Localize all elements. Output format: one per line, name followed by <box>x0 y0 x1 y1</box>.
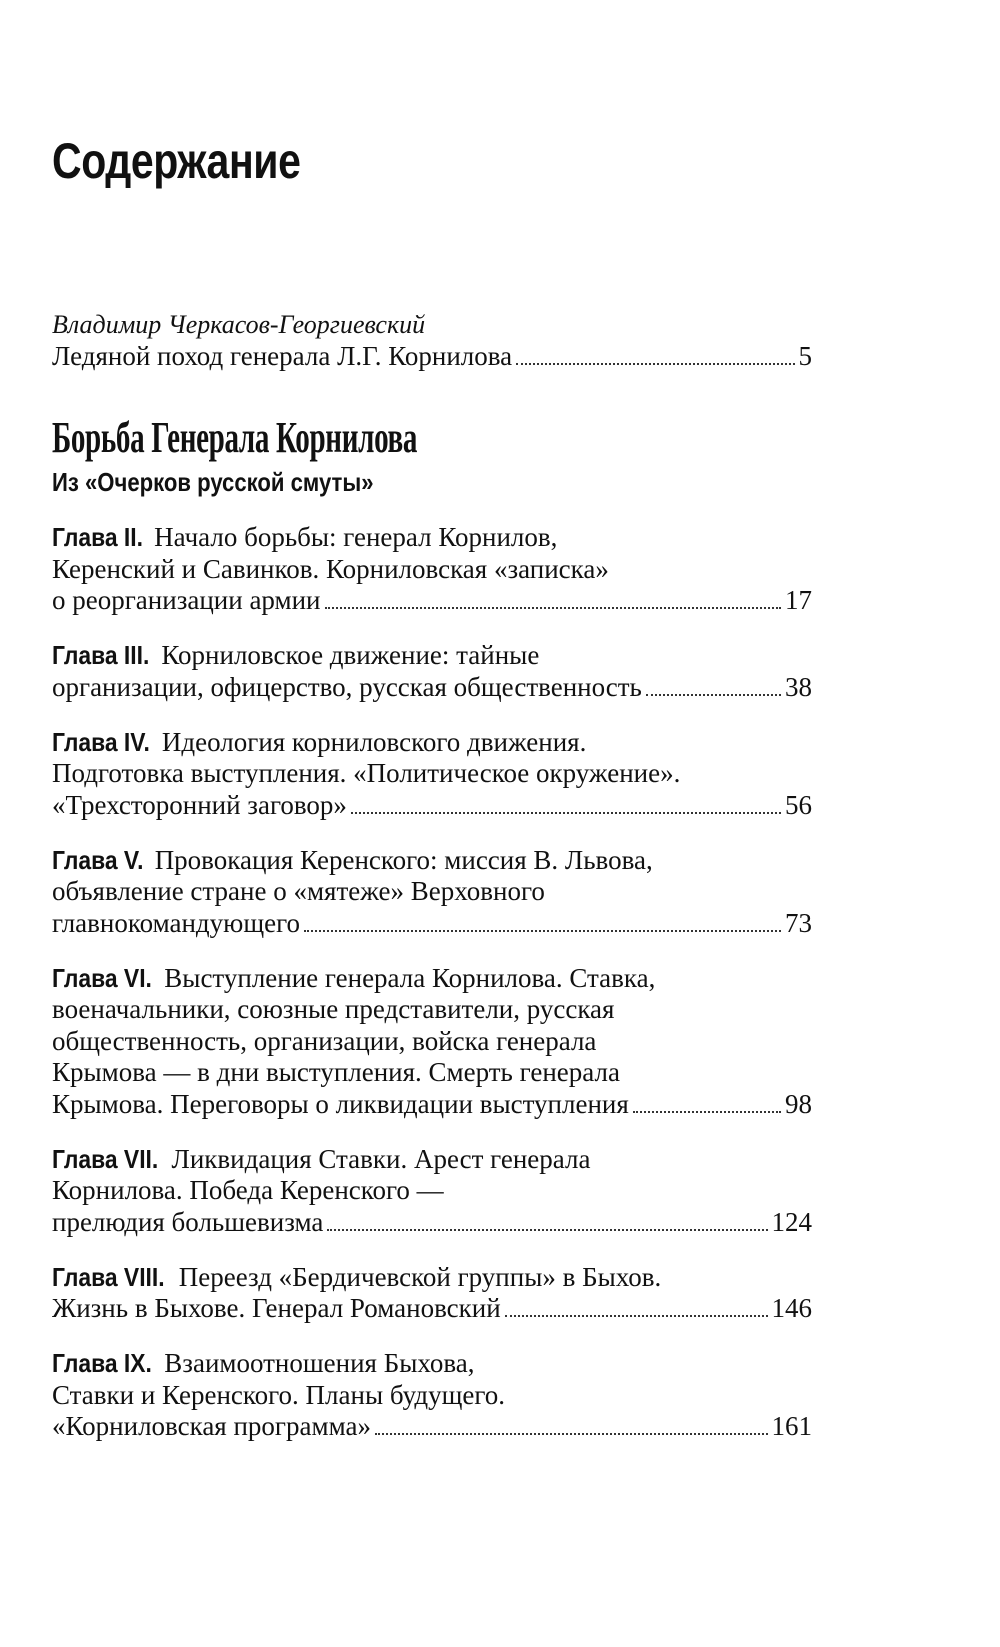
page-title: Содержание <box>52 133 301 189</box>
entry-text: Выступление генерала Корнилова. Ставка, <box>164 962 656 993</box>
page-number: 56 <box>785 789 812 820</box>
dot-leader <box>327 1229 767 1231</box>
entry-text: Ликвидация Ставки. Арест генерала <box>171 1143 591 1174</box>
entry-text: Провокация Керенского: миссия В. Львова, <box>154 844 653 875</box>
dot-leader <box>351 812 781 814</box>
entry-line <box>52 554 812 586</box>
dot-leader <box>304 930 781 932</box>
entry-text: прелюдия большевизма <box>52 1206 324 1237</box>
entry-text: объявление стране о «мятеже» Верховного <box>52 876 545 906</box>
entry-text: Идеология корниловского движения. <box>161 726 587 757</box>
entry-text: о реорганизации армии <box>52 585 321 615</box>
chapter-label: Глава III. <box>52 640 150 670</box>
dot-leader <box>646 694 781 696</box>
entry-text: Ставки и Керенского. Планы будущего. <box>52 1379 506 1410</box>
toc-entry[interactable] <box>52 640 812 703</box>
chapter-label: Глава VIII. <box>52 1261 165 1292</box>
entry-text: Крымова. Переговоры о ликвидации выступления <box>52 1088 629 1119</box>
chapter-label: Глава V. <box>52 844 144 875</box>
entry-line <box>52 1293 812 1325</box>
chapter-label: Глава IX. <box>52 1348 152 1378</box>
entry-text: Корнилова. Победа Керенского — <box>52 1175 444 1205</box>
page-number: 73 <box>785 907 812 938</box>
entry-text: «Корниловская программа» <box>52 1411 371 1441</box>
dot-leader <box>325 607 782 609</box>
entry-line <box>52 963 812 995</box>
entry-line <box>52 585 812 617</box>
entry-line <box>52 908 812 940</box>
entry-text: главнокомандующего <box>52 907 301 938</box>
toc-entry[interactable] <box>52 1348 812 1443</box>
entry-text: Керенский и Савинков. Корниловская «записка» <box>52 553 609 584</box>
entry-text: Взаимоотношения Быхова, <box>164 1348 475 1378</box>
entry-line <box>52 1144 812 1176</box>
toc-entry[interactable] <box>52 1144 812 1239</box>
section-title: Борьба Генерала Корнилова <box>52 413 418 462</box>
toc-entry[interactable] <box>52 845 812 940</box>
dot-leader <box>375 1433 768 1435</box>
entry-line <box>52 1057 812 1089</box>
entry-text: Подготовка выступления. «Политическое окружение». <box>52 758 681 788</box>
entry-text: Корниловское движение: тайные <box>161 640 540 670</box>
entry-line <box>52 994 812 1026</box>
entry-line <box>52 876 812 908</box>
intro-author: Владимир Черкасов-Георгиевский <box>52 310 426 339</box>
entry-line <box>52 672 812 704</box>
intro-title: Ледяной поход генерала Л.Г. Корнилова <box>52 341 513 371</box>
entry-line <box>52 1207 812 1239</box>
entry-text: Жизнь в Быхове. Генерал Романовский <box>52 1293 501 1323</box>
entry-line <box>52 640 812 672</box>
entry-text: Начало борьбы: генерал Корнилов, <box>154 522 558 552</box>
toc-entry[interactable] <box>52 522 812 617</box>
toc-entry[interactable] <box>52 963 812 1121</box>
dot-leader <box>633 1111 781 1113</box>
entry-line <box>52 522 812 554</box>
page-number: 146 <box>771 1293 812 1323</box>
entry-text: общественность, организации, войска генерала <box>52 1025 597 1056</box>
page-number: 38 <box>785 671 812 702</box>
entry-line <box>52 1175 812 1207</box>
section-subtitle: Из «Очерков русской смуты» <box>52 467 374 497</box>
entry-text: Крымова — в дни выступления. Смерть генерала <box>52 1057 620 1087</box>
entry-line <box>52 1348 812 1380</box>
entry-text: Переезд «Бердичевской группы» в Быхов. <box>178 1261 662 1292</box>
chapter-label: Глава VII. <box>52 1143 159 1174</box>
intro-entry[interactable] <box>52 341 812 373</box>
entry-line <box>52 845 812 877</box>
entry-line <box>52 790 812 822</box>
intro-page: 5 <box>798 341 812 371</box>
entry-text: «Трехсторонний заговор» <box>52 789 347 820</box>
entry-line <box>52 758 812 790</box>
entry-text: организации, офицерство, русская общественность <box>52 671 642 702</box>
entry-text: военачальники, союзные представители, русская <box>52 994 615 1024</box>
toc-entry[interactable] <box>52 727 812 822</box>
entry-line <box>52 1262 812 1294</box>
entry-line <box>52 1026 812 1058</box>
page-number: 161 <box>771 1411 812 1441</box>
entry-line <box>52 1380 812 1412</box>
chapter-label: Глава II. <box>52 522 144 552</box>
chapter-label: Глава IV. <box>52 726 150 757</box>
page-number: 124 <box>771 1206 812 1237</box>
toc-entries <box>52 522 812 1466</box>
dot-leader <box>505 1315 768 1317</box>
chapter-label: Глава VI. <box>52 962 152 993</box>
dot-leader <box>516 363 794 365</box>
entry-line <box>52 1411 812 1443</box>
toc-entry[interactable] <box>52 1262 812 1325</box>
entry-line <box>52 1089 812 1121</box>
page-number: 17 <box>785 585 812 615</box>
page-number: 98 <box>785 1088 812 1119</box>
entry-line <box>52 727 812 759</box>
